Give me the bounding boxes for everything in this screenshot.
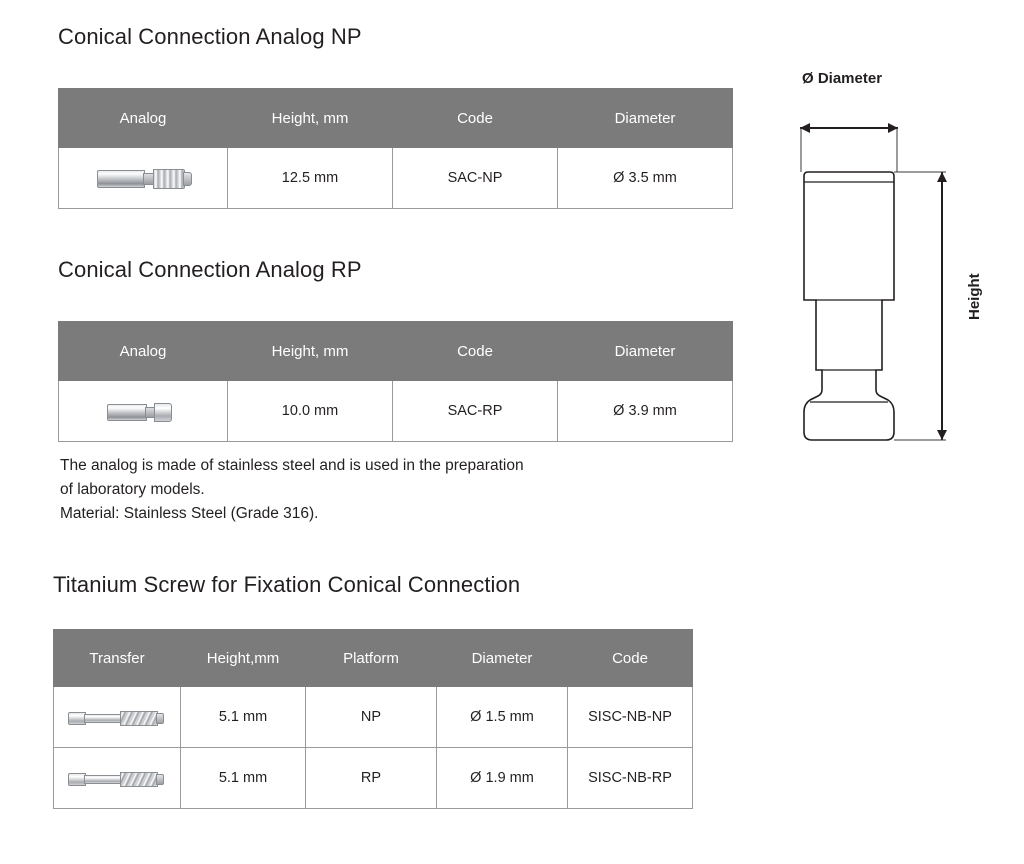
part-threads <box>120 772 158 787</box>
technical-drawing <box>770 60 1010 460</box>
column-header-height: Height, mm <box>228 89 393 148</box>
part-thread <box>153 169 185 189</box>
part-shaft <box>84 775 122 784</box>
cell-code: SISC-NB-RP <box>568 748 693 809</box>
column-header-diameter: Diameter <box>437 630 568 687</box>
cell-diameter: Ø 3.9 mm <box>558 381 733 442</box>
cell-height: 5.1 mm <box>181 687 306 748</box>
part-body <box>107 404 147 421</box>
column-header-code: Code <box>393 89 558 148</box>
part-threads <box>120 711 158 726</box>
screw-part-image <box>62 704 172 730</box>
analog-part-cell <box>59 381 228 442</box>
column-header-code: Code <box>393 322 558 381</box>
table-row <box>59 148 733 209</box>
material-note <box>60 454 524 526</box>
column-header-diameter: Diameter <box>558 89 733 148</box>
analog-np-part-image <box>93 163 193 193</box>
column-header-code: Code <box>568 630 693 687</box>
column-header-height: Height,mm <box>181 630 306 687</box>
part-shaft <box>84 714 122 723</box>
column-header-height: Height, mm <box>228 322 393 381</box>
height-arrow-top <box>937 172 947 182</box>
part-outline <box>804 172 894 440</box>
table-row <box>59 381 733 442</box>
titanium-screw-table <box>53 629 693 809</box>
column-header-analog: Analog <box>59 322 228 381</box>
part-tip <box>156 713 164 724</box>
table-header-row <box>59 322 733 381</box>
analog-rp-part-image <box>93 396 193 426</box>
part-tip <box>183 172 192 186</box>
cell-code: SISC-NB-NP <box>568 687 693 748</box>
transfer-part-cell <box>54 748 181 809</box>
table-row <box>54 748 693 809</box>
note-line-3: Material: Stainless Steel (Grade 316). <box>60 505 319 522</box>
section-title-analog-rp: Conical Connection Analog RP <box>58 257 362 282</box>
part-tip <box>156 774 164 785</box>
cell-diameter: Ø 1.5 mm <box>437 687 568 748</box>
note-line-1: The analog is made of stainless steel and is used in the preparation <box>60 457 524 474</box>
height-dimension-label: Height <box>966 273 983 320</box>
table-header-row <box>59 89 733 148</box>
cell-code: SAC-RP <box>393 381 558 442</box>
column-header-transfer: Transfer <box>54 630 181 687</box>
cell-code: SAC-NP <box>393 148 558 209</box>
cell-diameter: Ø 1.9 mm <box>437 748 568 809</box>
analog-part-cell <box>59 148 228 209</box>
section-title-analog-np: Conical Connection Analog NP <box>58 24 362 49</box>
table-row <box>54 687 693 748</box>
section-title-titanium-screw: Titanium Screw for Fixation Conical Connection <box>53 572 521 597</box>
cell-height: 5.1 mm <box>181 748 306 809</box>
cell-diameter: Ø 3.5 mm <box>558 148 733 209</box>
analog-outline-drawing <box>770 60 1010 460</box>
table-header-row <box>54 630 693 687</box>
cell-platform: NP <box>306 687 437 748</box>
height-arrow-bottom <box>937 430 947 440</box>
part-head <box>154 403 172 422</box>
analog-rp-table <box>58 321 733 442</box>
column-header-analog: Analog <box>59 89 228 148</box>
transfer-part-cell <box>54 687 181 748</box>
screw-part-image <box>62 765 172 791</box>
analog-np-table <box>58 88 733 209</box>
diameter-dimension-label: Ø Diameter <box>802 70 883 87</box>
cell-height: 12.5 mm <box>228 148 393 209</box>
part-body <box>97 170 145 188</box>
cell-height: 10.0 mm <box>228 381 393 442</box>
note-line-2: of laboratory models. <box>60 481 205 498</box>
cell-platform: RP <box>306 748 437 809</box>
column-header-platform: Platform <box>306 630 437 687</box>
column-header-diameter: Diameter <box>558 322 733 381</box>
